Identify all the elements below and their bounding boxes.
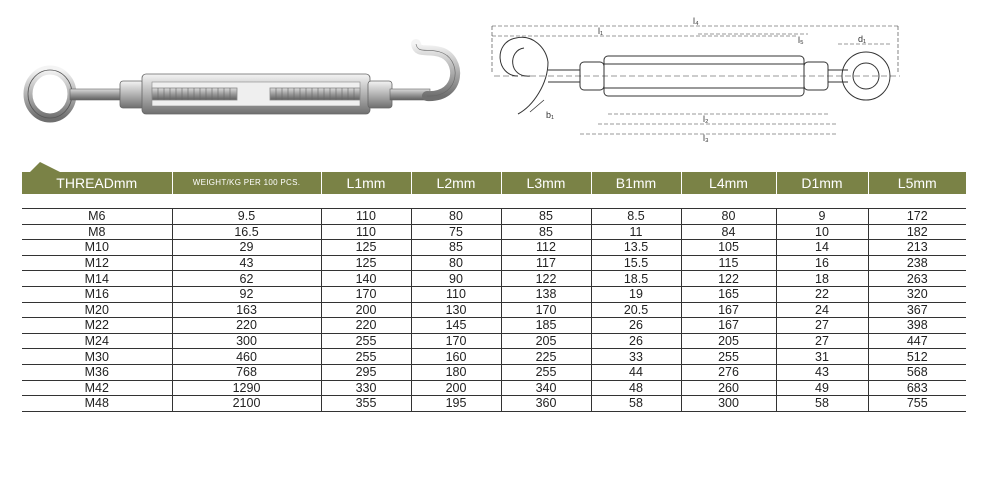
table-cell: 27 [776, 318, 868, 334]
table-cell: M14 [22, 271, 172, 287]
table-cell: M42 [22, 380, 172, 396]
table-cell: 110 [411, 286, 501, 302]
table-cell: 460 [172, 349, 321, 365]
table-row [22, 396, 966, 412]
table-body [22, 209, 966, 412]
table-cell: 167 [681, 302, 776, 318]
table-cell: 200 [411, 380, 501, 396]
table-cell: 195 [411, 396, 501, 412]
table-cell: M12 [22, 255, 172, 271]
header-l2: L2mm [411, 172, 501, 194]
table-cell: M16 [22, 286, 172, 302]
table-cell: 255 [321, 333, 411, 349]
table-row [22, 318, 966, 334]
table-cell: 9.5 [172, 209, 321, 225]
header-l5: L5mm [868, 172, 966, 194]
table-cell: 170 [411, 333, 501, 349]
spec-table [22, 172, 966, 412]
table-cell: 255 [681, 349, 776, 365]
table-cell: 75 [411, 224, 501, 240]
table-cell: 9 [776, 209, 868, 225]
table-cell: 568 [868, 364, 966, 380]
table-row [22, 255, 966, 271]
table-cell: 43 [776, 364, 868, 380]
table-cell: 355 [321, 396, 411, 412]
table-cell: 768 [172, 364, 321, 380]
table-cell: 105 [681, 240, 776, 256]
table-cell: 22 [776, 286, 868, 302]
label-d1: d₁ [858, 34, 867, 44]
table-cell: 145 [411, 318, 501, 334]
table-cell: M8 [22, 224, 172, 240]
table-cell: M36 [22, 364, 172, 380]
table-cell: 255 [501, 364, 591, 380]
header-thread: THREADmm [22, 172, 172, 194]
header-b1: B1mm [591, 172, 681, 194]
label-l2: l₂ [703, 114, 709, 124]
table-cell: 62 [172, 271, 321, 287]
table-cell: 263 [868, 271, 966, 287]
table-cell: 255 [321, 349, 411, 365]
table-cell: M24 [22, 333, 172, 349]
table-cell: 2100 [172, 396, 321, 412]
table-cell: 165 [681, 286, 776, 302]
table-cell: 300 [681, 396, 776, 412]
table-cell: 16 [776, 255, 868, 271]
table-cell: 80 [411, 209, 501, 225]
table-cell: 19 [591, 286, 681, 302]
table-cell: M30 [22, 349, 172, 365]
table-cell: 122 [501, 271, 591, 287]
table-cell: 260 [681, 380, 776, 396]
table-cell: 14 [776, 240, 868, 256]
table-cell: 170 [501, 302, 591, 318]
table-row [22, 380, 966, 396]
header-weight: WEIGHT/KG PER 100 PCS. [172, 172, 321, 194]
table-cell: M48 [22, 396, 172, 412]
label-l5: l₅ [798, 35, 804, 45]
table-cell: 26 [591, 318, 681, 334]
table-row [22, 364, 966, 380]
table-cell: 320 [868, 286, 966, 302]
table-cell: 205 [681, 333, 776, 349]
table-cell: 92 [172, 286, 321, 302]
table-cell: 205 [501, 333, 591, 349]
label-l1: l₁ [598, 26, 604, 36]
table-cell: M22 [22, 318, 172, 334]
table-cell: 238 [868, 255, 966, 271]
table-cell: 167 [681, 318, 776, 334]
table-row [22, 224, 966, 240]
table-cell: M20 [22, 302, 172, 318]
table-cell: 447 [868, 333, 966, 349]
table-cell: 20.5 [591, 302, 681, 318]
table-cell: 44 [591, 364, 681, 380]
table-cell: 58 [776, 396, 868, 412]
table-cell: 125 [321, 240, 411, 256]
table-cell: 10 [776, 224, 868, 240]
table-cell: 163 [172, 302, 321, 318]
table-cell: 330 [321, 380, 411, 396]
header-l1: L1mm [321, 172, 411, 194]
table-cell: 110 [321, 209, 411, 225]
table-cell: 225 [501, 349, 591, 365]
table-cell: 180 [411, 364, 501, 380]
table-cell: M10 [22, 240, 172, 256]
table-cell: 16.5 [172, 224, 321, 240]
table-cell: 512 [868, 349, 966, 365]
label-b1: b₁ [546, 110, 555, 120]
table-row [22, 333, 966, 349]
table-cell: 48 [591, 380, 681, 396]
table-header [22, 172, 966, 194]
turnbuckle-photo [22, 36, 462, 146]
header-d1: D1mm [776, 172, 868, 194]
table-row [22, 240, 966, 256]
table-cell: 33 [591, 349, 681, 365]
table-cell: 300 [172, 333, 321, 349]
table-cell: 18 [776, 271, 868, 287]
header-l4: L4mm [681, 172, 776, 194]
table-cell: 182 [868, 224, 966, 240]
table-cell: 43 [172, 255, 321, 271]
table-cell: 85 [411, 240, 501, 256]
table-cell: 276 [681, 364, 776, 380]
table-cell: 122 [681, 271, 776, 287]
table-cell: 80 [411, 255, 501, 271]
table-cell: 130 [411, 302, 501, 318]
table-cell: 90 [411, 271, 501, 287]
table-cell: 213 [868, 240, 966, 256]
table-cell: 683 [868, 380, 966, 396]
table-cell: 80 [681, 209, 776, 225]
table-row [22, 349, 966, 365]
table-cell: 172 [868, 209, 966, 225]
table-cell: 27 [776, 333, 868, 349]
dimension-diagram [488, 14, 988, 149]
table-cell: 58 [591, 396, 681, 412]
table-cell: 110 [321, 224, 411, 240]
table-row [22, 302, 966, 318]
table-row [22, 286, 966, 302]
table-cell: 85 [501, 224, 591, 240]
header-l3: L3mm [501, 172, 591, 194]
table-cell: 125 [321, 255, 411, 271]
table-cell: 367 [868, 302, 966, 318]
table-cell: 170 [321, 286, 411, 302]
table-cell: 220 [321, 318, 411, 334]
table-cell: 138 [501, 286, 591, 302]
table-cell: 11 [591, 224, 681, 240]
table-cell: 84 [681, 224, 776, 240]
table-cell: 24 [776, 302, 868, 318]
table-cell: 398 [868, 318, 966, 334]
table-cell: 15.5 [591, 255, 681, 271]
table-cell: 29 [172, 240, 321, 256]
table-cell: M6 [22, 209, 172, 225]
table-cell: 13.5 [591, 240, 681, 256]
table-cell: 8.5 [591, 209, 681, 225]
table-row [22, 271, 966, 287]
label-l3: l₃ [703, 133, 709, 143]
table-cell: 200 [321, 302, 411, 318]
table-cell: 360 [501, 396, 591, 412]
table-cell: 160 [411, 349, 501, 365]
table-cell: 117 [501, 255, 591, 271]
table-cell: 295 [321, 364, 411, 380]
header-tab-notch [30, 162, 60, 172]
table-cell: 220 [172, 318, 321, 334]
table-cell: 49 [776, 380, 868, 396]
table-row [22, 209, 966, 225]
table-cell: 115 [681, 255, 776, 271]
table-cell: 31 [776, 349, 868, 365]
table-cell: 1290 [172, 380, 321, 396]
table-cell: 185 [501, 318, 591, 334]
table-cell: 85 [501, 209, 591, 225]
table-cell: 18.5 [591, 271, 681, 287]
table-cell: 140 [321, 271, 411, 287]
table-cell: 26 [591, 333, 681, 349]
table-cell: 340 [501, 380, 591, 396]
label-l4: l₄ [693, 16, 699, 26]
table-cell: 112 [501, 240, 591, 256]
table-cell: 755 [868, 396, 966, 412]
